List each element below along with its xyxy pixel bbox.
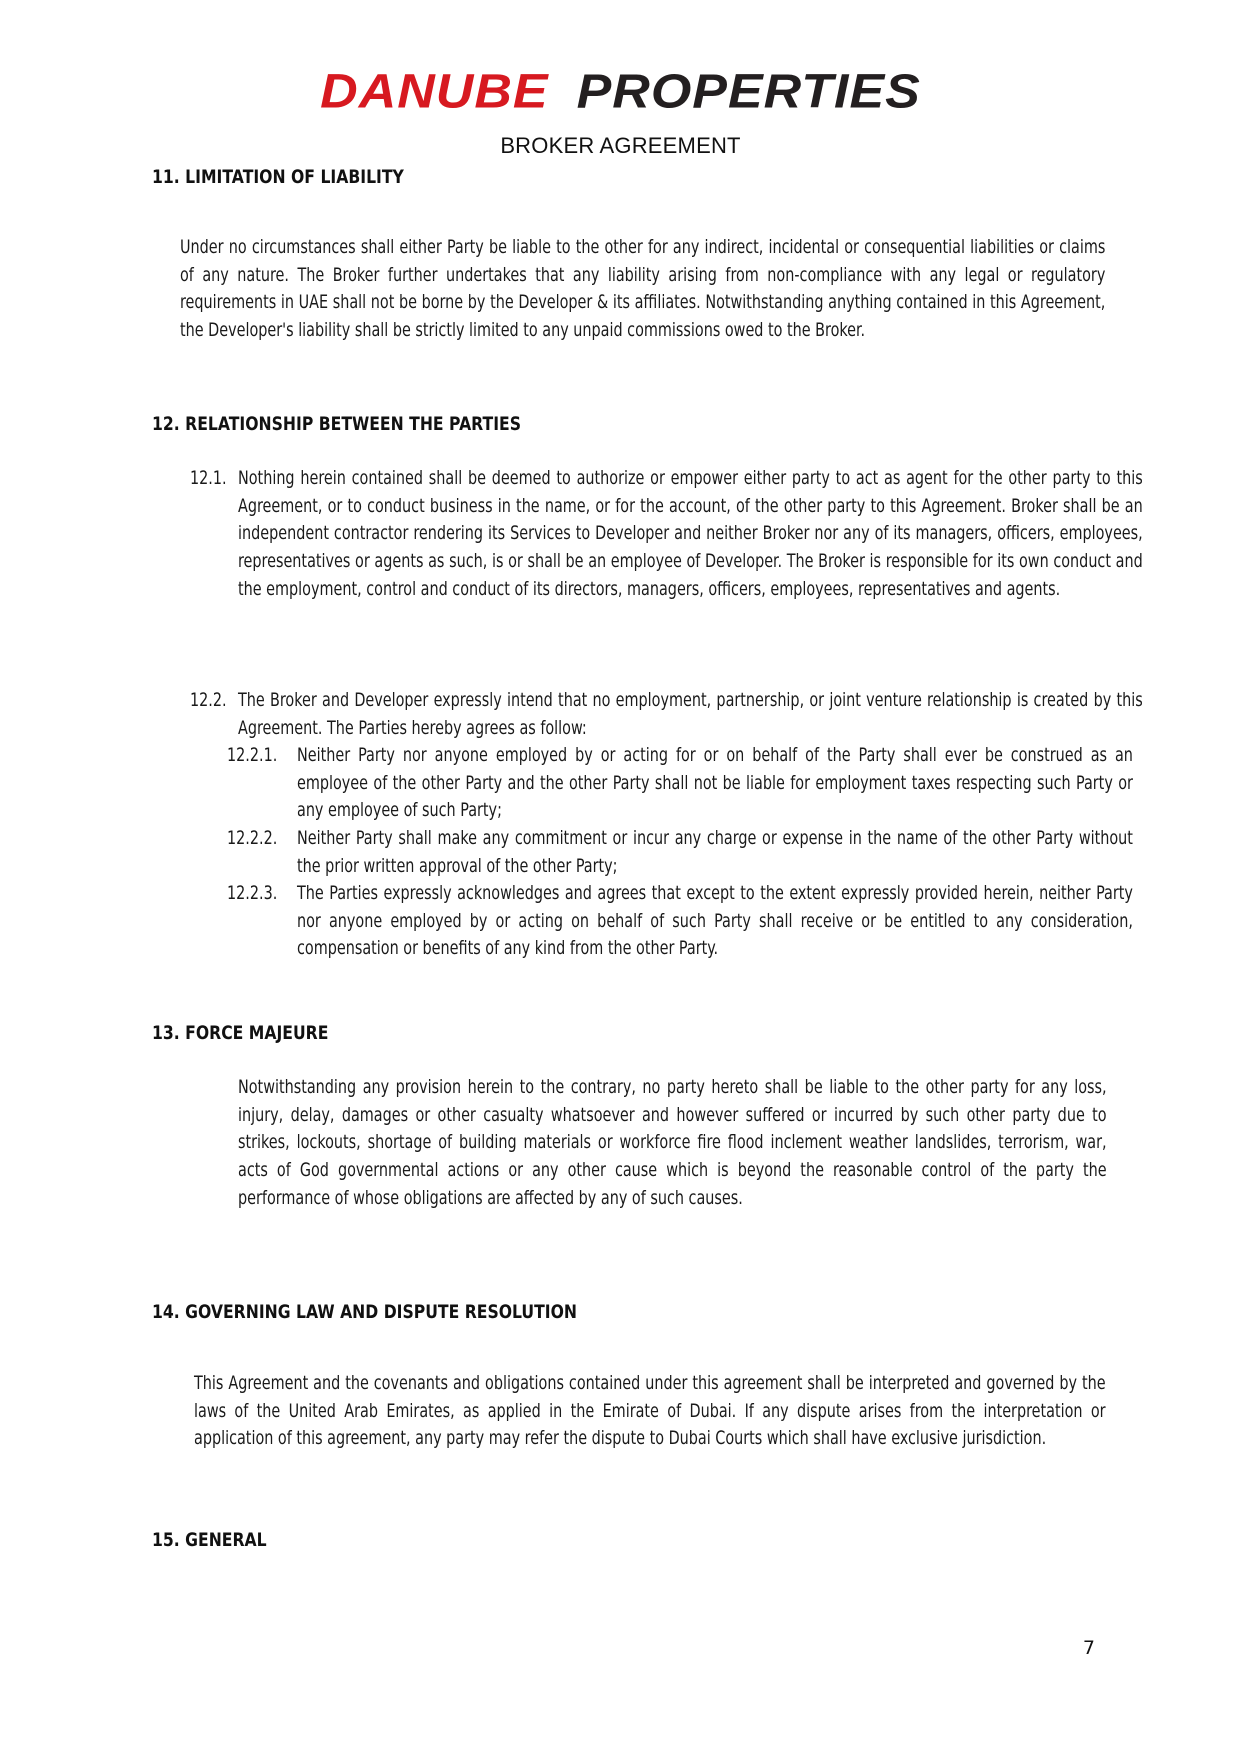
clause-text: The Broker and Developer expressly intend that no employment, partnership, or joint venture relationship is created by this Agreement. The Parties hereby agrees as follow: [238,690,1143,739]
paragraph-text: Under no circumstances shall either Party be liable to the other for any indirect, incidental or consequential liabilities or claims of any nature. The Broker further undertakes that any liability arising from non-compliance with any legal or regulatory requirements in UAE shall not be borne by the Developer & its affiliates. Notwithstanding anything contained in this Agreement, the Developer's liability shall be strictly limited to any unpaid commissions owed to the Broker. [180,237,1106,342]
clause-number: 12.2. [190,690,227,711]
section-title: LIMITATION OF LIABILITY [185,167,404,188]
subclause-text-wrapper [297,742,1241,825]
section-14-paragraph [194,1370,1241,1453]
logo-word-danube: DANUBE [320,65,549,119]
subclause-number: 12.2.3. [227,883,278,904]
document-title: BROKER AGREEMENT [500,133,741,158]
subclause-text-wrapper [297,880,1241,963]
clause-number: 12.1. [190,468,227,489]
section-heading-15 [152,1527,267,1555]
section-title: GOVERNING LAW AND DISPUTE RESOLUTION [185,1302,578,1323]
section-heading-11 [152,164,404,192]
section-number: 11. [152,167,180,188]
subclause-text: Neither Party shall make any commitment or incur any charge or expense in the name of the other Party without the prior written approval of the other Party; [297,828,1133,877]
section-title: GENERAL [185,1530,267,1551]
subclause-text-wrapper [297,825,1241,880]
paragraph-text: This Agreement and the covenants and obligations contained under this agreement shall be interpreted and governed by the laws of the United Arab Emirates, as applied in the Emirate of Dubai. If any dispute arises from the interpretation or application of this agreement, any party may refer the dispute to Dubai Courts which shall have exclusive jurisdiction. [194,1373,1106,1450]
section-number: 14. [152,1302,180,1323]
subclause-text: Neither Party nor anyone employed by or acting for or on behalf of the Party shall ever be construed as an employee of the other Party and the other Party shall not be liable for employment taxes respecting such Party or any employee of such Party; [297,745,1133,822]
section-number: 13. [152,1023,180,1044]
section-heading-14 [152,1299,577,1327]
logo-word-properties: PROPERTIES [576,65,921,119]
section-11-paragraph [180,234,1241,345]
page-number: 7 [1082,1637,1095,1659]
section-title: FORCE MAJEURE [185,1023,329,1044]
section-13-paragraph [238,1074,1241,1213]
subclause-text: The Parties expressly acknowledges and agrees that except to the extent expressly provided herein, neither Party nor anyone employed by or acting on behalf of such Party shall receive or be entitled to any consideration, compensation or benefits of any kind from the other Party. [297,883,1133,960]
section-heading-12 [152,411,521,439]
danube-properties-logo [0,65,1241,119]
paragraph-text: Notwithstanding any provision herein to the contrary, no party hereto shall be liable to the other party for any loss, injury, delay, damages or other casualty whatsoever and however suffered or incurred by such other party due to strikes, lockouts, shortage of building materials or workforce fire flood inclement weather landslides, terrorism, war, acts of God governmental actions or any other cause which is beyond the reasonable control of the party the performance of whose obligations are affected by any of such causes. [238,1077,1107,1209]
section-number: 15. [152,1530,180,1551]
clause-text: Nothing herein contained shall be deemed to authorize or empower either party to act as agent for the other party to this Agreement, or to conduct business in the name, or for the account, of the other party to this Agreement. Broker shall be an independent contractor rendering its Services to Developer and neither Broker nor any of its managers, officers, employees, representatives or agents as such, is or shall be an employee of Developer. The Broker is responsible for its own conduct and the employment, control and conduct of its directors, managers, officers, employees, representatives and agents. [238,468,1143,600]
section-heading-13 [152,1020,328,1048]
clause-text-wrapper [238,687,1241,742]
section-title: RELATIONSHIP BETWEEN THE PARTIES [185,414,521,435]
subclause-number: 12.2.1. [227,745,278,766]
section-number: 12. [152,414,180,435]
clause-text-wrapper [238,465,1241,604]
subclause-number: 12.2.2. [227,828,278,849]
